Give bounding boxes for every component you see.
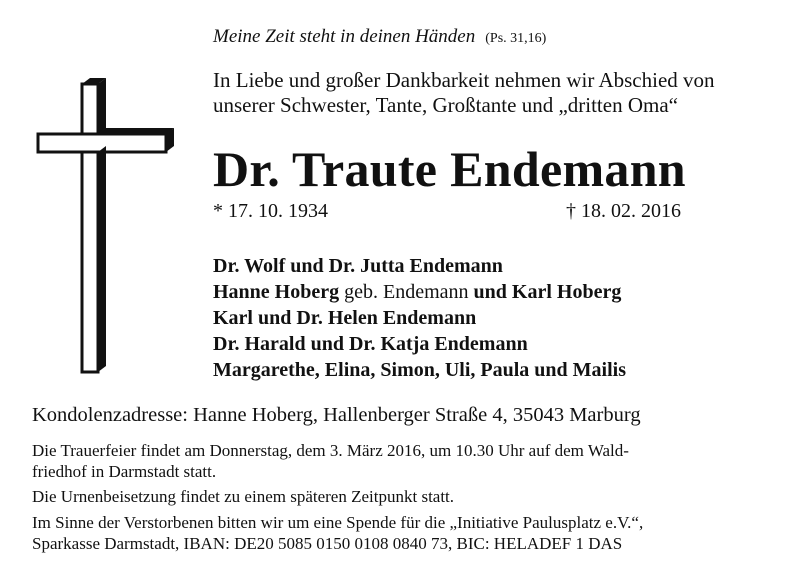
mourner-line: Margarethe, Elina, Simon, Uli, Paula und Mailis bbox=[213, 359, 626, 381]
urn-line: Die Urnenbeisetzung findet zu einem späteren Zeitpunkt statt. bbox=[32, 487, 455, 506]
deceased-name: Dr. Traute Endemann bbox=[213, 141, 686, 197]
mourner-birth-name: geb. Endemann bbox=[344, 281, 469, 303]
birth-date: * 17. 10. 1934 bbox=[213, 200, 328, 222]
mourner-name: Hanne Hoberg bbox=[213, 281, 340, 303]
mourner-line: Dr. Harald und Dr. Katja Endemann bbox=[213, 333, 528, 355]
mourner-line bbox=[213, 279, 626, 305]
mourners-list bbox=[213, 253, 626, 383]
latin-cross-icon bbox=[36, 76, 176, 376]
intro-line: In Liebe und großer Dankbarkeit nehmen wir Abschied von bbox=[213, 68, 715, 92]
funeral-info bbox=[32, 440, 629, 482]
funeral-line: Die Trauerfeier findet am Donnerstag, dem 3. März 2016, um 10.30 Uhr auf dem Wald- bbox=[32, 441, 629, 460]
mourner-line: Karl und Dr. Helen Endemann bbox=[213, 307, 477, 329]
motto-text: Meine Zeit steht in deinen Händen bbox=[213, 26, 476, 47]
donation-line: Im Sinne der Verstorbenen bitten wir um eine Spende für die „Initiative Paulusplatz e.V.“, bbox=[32, 513, 644, 532]
intro-text bbox=[213, 68, 715, 118]
death-date: † 18. 02. 2016 bbox=[566, 200, 681, 222]
mourner-spouse: und Karl Hoberg bbox=[473, 281, 622, 303]
motto-reference: (Ps. 31,16) bbox=[485, 31, 547, 46]
motto bbox=[213, 26, 546, 48]
intro-line: unserer Schwester, Tante, Großtante und „dritten Oma“ bbox=[213, 93, 678, 117]
donation-info bbox=[32, 512, 643, 554]
mourner-line: Dr. Wolf und Dr. Jutta Endemann bbox=[213, 255, 503, 277]
urn-info bbox=[32, 486, 454, 507]
donation-line: Sparkasse Darmstadt, IBAN: DE20 5085 0150 0108 0840 73, BIC: HELADEF 1 DAS bbox=[32, 534, 623, 553]
condolence-address: Kondolenzadresse: Hanne Hoberg, Hallenberger Straße 4, 35043 Marburg bbox=[32, 404, 641, 426]
funeral-line: friedhof in Darmstadt statt. bbox=[32, 462, 217, 481]
